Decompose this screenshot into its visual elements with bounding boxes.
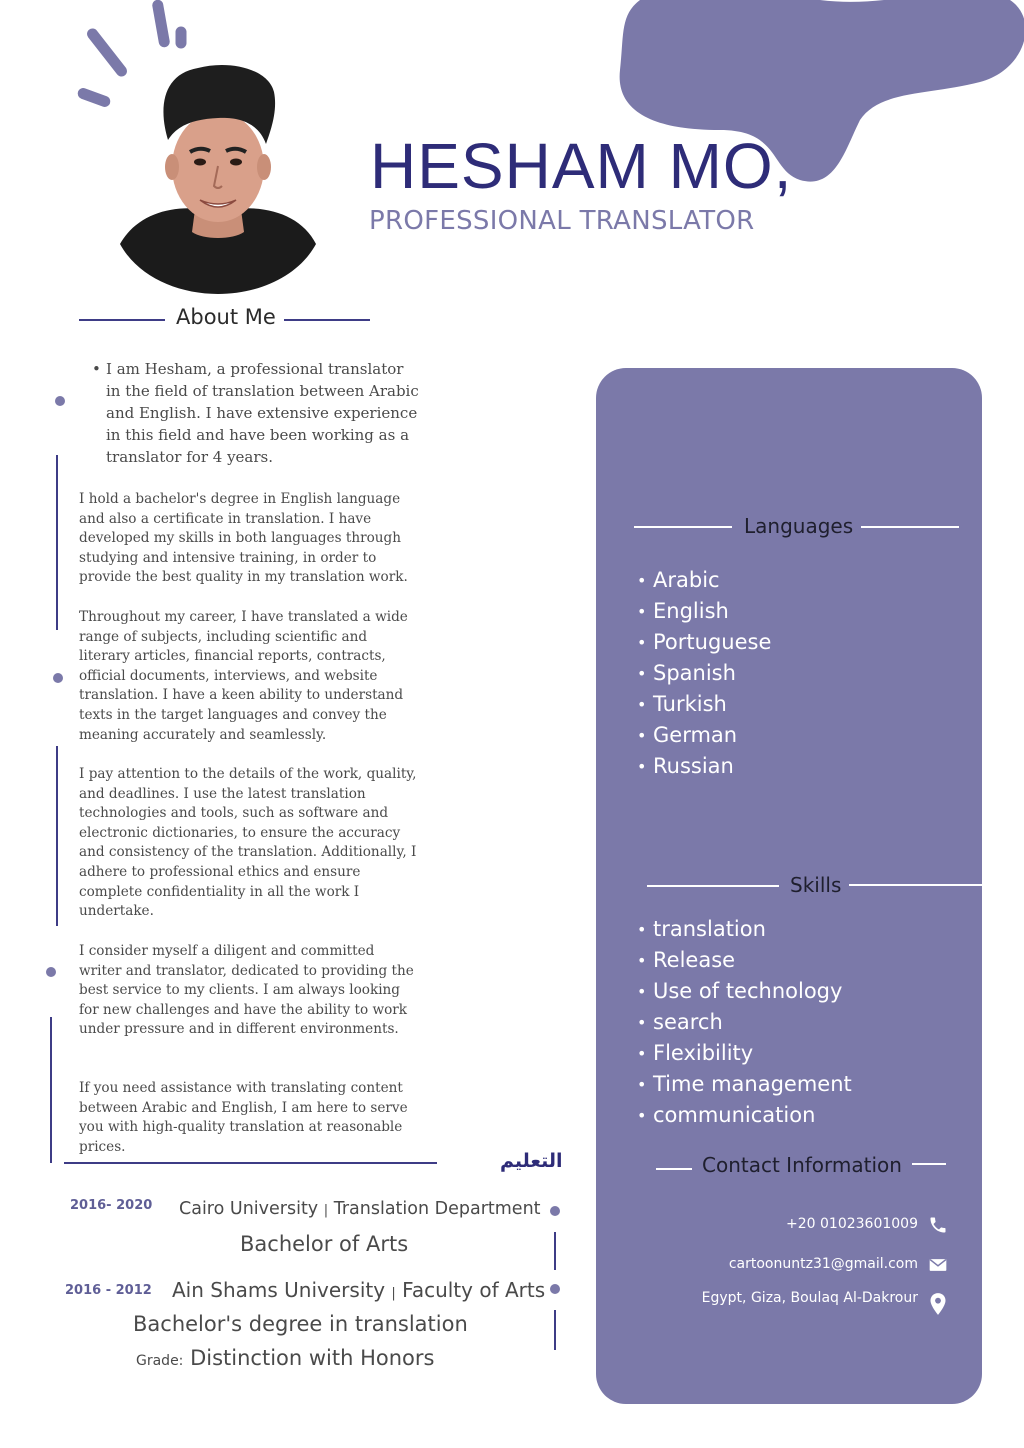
heading-rule-right [849,884,982,886]
profile-photo [118,62,318,294]
timeline-dot [53,673,63,683]
education-grade [136,1346,434,1370]
education-years: 2016 - 2012 [65,1283,152,1298]
skill-item: • search [637,1007,852,1038]
timeline-line [56,746,58,926]
heading-rule-left [656,1168,692,1170]
decorative-dash [151,0,170,48]
languages-list [637,565,771,782]
heading-rule-left [79,319,165,321]
heading-rule-right [284,319,370,321]
timeline-dot [55,396,65,406]
timeline-dot [550,1284,560,1294]
about-paragraph: Throughout my career, I have translated a wide range of subjects, including scientific and literary articles, financial reports, contracts, official documents, interviews, and website translation. I have a keen ability to understand texts in the target languages and convey the meaning accurately and seamlessly. [79,609,408,743]
timeline-line [554,1232,556,1270]
language-item: • Turkish [637,689,771,720]
heading-rule-left [647,885,779,887]
skills-heading: Skills [790,873,842,897]
contact-address: Egypt, Giza, Boulaq Al-Dakrour [701,1290,918,1306]
skill-item: • Release [637,945,852,976]
contact-email[interactable]: cartoonuntz31@gmail.com [728,1256,918,1272]
education-degree: Bachelor of Arts [240,1232,409,1256]
language-item: • Russian [637,751,771,782]
language-item: • English [637,596,771,627]
grade-value: Distinction with Honors [190,1346,435,1370]
skill-item: • Time management [637,1069,852,1100]
education-institution [179,1199,541,1219]
decorative-dash [76,87,112,109]
university-name: Cairo University [179,1199,319,1219]
languages-heading: Languages [744,514,854,538]
timeline-line [554,1310,556,1350]
timeline-dot [46,967,56,977]
skill-item: • Flexibility [637,1038,852,1069]
language-item: • Portuguese [637,627,771,658]
about-paragraph: I pay attention to the details of the work, quality, and deadlines. I use the latest translation technologies and tools, such as software and electronic dictionaries, to ensure the accuracy and consistency of the translation. Additionally, I adhere to professional ethics and ensure complete confidentiality in all the work I undertake. [79,766,417,920]
language-item: • German [637,720,771,751]
about-intro-list [92,358,422,468]
skills-list [637,914,852,1131]
contact-phone[interactable]: +20 01023601009 [786,1216,918,1232]
about-intro: • I am Hesham, a professional translator in the field of translation between Arabic and English. I have extensive experience in this field and have been working as a translator for 4 years. [92,358,422,468]
separator: | [323,1203,329,1218]
location-pin-icon [928,1292,948,1316]
about-heading: About Me [176,305,276,329]
education-institution [172,1278,545,1302]
heading-rule-left [634,526,732,528]
decorative-dash [176,27,187,49]
heading-rule-right [912,1163,946,1165]
skill-item: • Use of technology [637,976,852,1007]
language-item: • Arabic [637,565,771,596]
education-rule [64,1162,437,1164]
timeline-dot [550,1206,560,1216]
contact-heading: Contact Information [702,1153,902,1177]
department-name: Translation Department [333,1199,541,1219]
language-item: • Spanish [637,658,771,689]
university-name: Ain Shams University [172,1278,386,1302]
grade-label: Grade: [136,1353,184,1369]
skill-item: • translation [637,914,852,945]
about-paragraph: I hold a bachelor's degree in English language and also a certificate in translation. I have developed my skills in both languages through studying and intensive training, in order to provide the best quality in my translation work. [79,491,408,586]
separator: | [391,1286,396,1301]
education-years: 2016- 2020 [70,1198,153,1213]
education-degree: Bachelor's degree in translation [133,1312,468,1336]
education-heading: التعليم [500,1150,563,1172]
timeline-line [56,455,58,630]
faculty-name: Faculty of Arts [402,1278,546,1302]
candidate-name: HESHAM MO, [370,130,793,202]
about-paragraph: I consider myself a diligent and committed writer and translator, dedicated to providing the best service to my clients. I am always looking for new challenges and have the ability to work under pressure and in different environments. [79,943,414,1038]
mail-icon [928,1255,948,1275]
job-title: PROFESSIONAL TRANSLATOR [369,206,755,236]
about-paragraph: If you need assistance with translating content between Arabic and English, I am here to serve you with high-quality translation at reasonable prices. [79,1080,408,1155]
skill-item: • communication [637,1100,852,1131]
phone-icon [928,1215,948,1235]
heading-rule-right [861,526,959,528]
timeline-line [50,1017,52,1163]
